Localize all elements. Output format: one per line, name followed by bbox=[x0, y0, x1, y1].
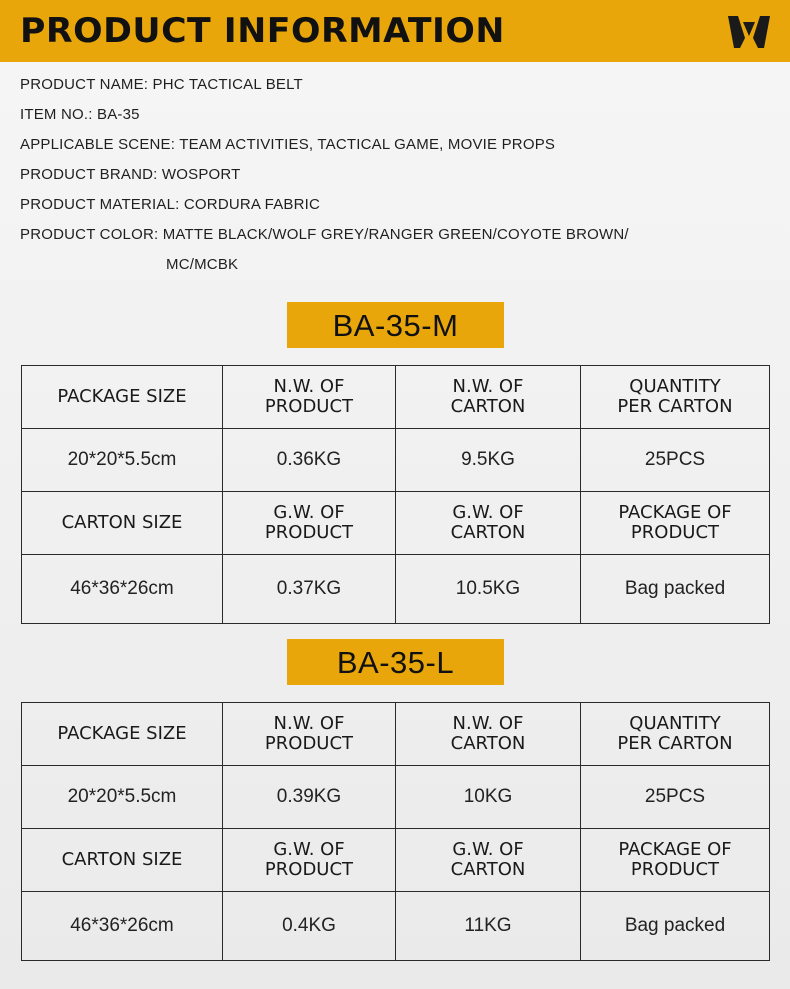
value-cell: 11KG bbox=[396, 892, 581, 961]
header-cell bbox=[396, 366, 581, 429]
header-cell bbox=[396, 492, 581, 555]
table-row bbox=[22, 766, 770, 829]
value-cell: 25PCS bbox=[581, 766, 770, 829]
table-row bbox=[22, 366, 770, 429]
header-cell: PACKAGE SIZE bbox=[22, 703, 223, 766]
header-cell-label: G.W. OF CARTON bbox=[450, 502, 526, 543]
header-cell-label: QUANTITY PER CARTON bbox=[617, 376, 733, 417]
product-color-line: PRODUCT COLOR: MATTE BLACK/WOLF GREY/RANGER GREEN/COYOTE BROWN/ bbox=[20, 226, 629, 243]
header-cell-label: PACKAGE OF PRODUCT bbox=[618, 502, 732, 543]
header-cell bbox=[581, 829, 770, 892]
product-name-line: PRODUCT NAME: PHC TACTICAL BELT bbox=[20, 76, 303, 93]
applicable-scene-line: APPLICABLE SCENE: TEAM ACTIVITIES, TACTICAL GAME, MOVIE PROPS bbox=[20, 136, 556, 153]
header-cell bbox=[396, 829, 581, 892]
header-cell-label: PACKAGE OF PRODUCT bbox=[618, 839, 732, 880]
header-cell: PACKAGE SIZE bbox=[22, 366, 223, 429]
header-cell: CARTON SIZE bbox=[22, 492, 223, 555]
header-cell-label: N.W. OF CARTON bbox=[450, 376, 526, 417]
table-row bbox=[22, 703, 770, 766]
item-number-line: ITEM NO.: BA-35 bbox=[20, 106, 140, 123]
header-cell bbox=[223, 492, 396, 555]
header-cell bbox=[581, 703, 770, 766]
header-cell-label: N.W. OF CARTON bbox=[450, 713, 526, 754]
header-cell-label: G.W. OF CARTON bbox=[450, 839, 526, 880]
value-cell: 10KG bbox=[396, 766, 581, 829]
value-cell: Bag packed bbox=[581, 892, 770, 961]
header-cell bbox=[223, 366, 396, 429]
header-cell: CARTON SIZE bbox=[22, 829, 223, 892]
product-brand-line: PRODUCT BRAND: WOSPORT bbox=[20, 166, 241, 183]
product-color-line-continued: MC/MCBK bbox=[166, 256, 239, 273]
header-cell-label: G.W. OF PRODUCT bbox=[264, 502, 354, 543]
table-row bbox=[22, 555, 770, 624]
header-cell bbox=[581, 492, 770, 555]
value-cell: 0.4KG bbox=[223, 892, 396, 961]
header-cell-label: N.W. OF PRODUCT bbox=[264, 376, 354, 417]
header-cell-label: N.W. OF PRODUCT bbox=[264, 713, 354, 754]
table-row bbox=[22, 892, 770, 961]
model-tag-l: BA-35-L bbox=[287, 639, 504, 685]
header-banner bbox=[0, 0, 790, 62]
value-cell: 25PCS bbox=[581, 429, 770, 492]
header-cell bbox=[396, 703, 581, 766]
table-row bbox=[22, 429, 770, 492]
value-cell: 46*36*26cm bbox=[22, 555, 223, 624]
value-cell: 9.5KG bbox=[396, 429, 581, 492]
value-cell: 20*20*5.5cm bbox=[22, 766, 223, 829]
w-logo-icon bbox=[726, 12, 772, 52]
page-title: PRODUCT INFORMATION bbox=[20, 11, 505, 51]
value-cell: 0.36KG bbox=[223, 429, 396, 492]
value-cell: 10.5KG bbox=[396, 555, 581, 624]
spec-table-m bbox=[21, 365, 770, 624]
product-info-list bbox=[20, 70, 760, 280]
value-cell: 0.37KG bbox=[223, 555, 396, 624]
table-row bbox=[22, 492, 770, 555]
value-cell: Bag packed bbox=[581, 555, 770, 624]
spec-table-l bbox=[21, 702, 770, 961]
value-cell: 46*36*26cm bbox=[22, 892, 223, 961]
header-cell bbox=[581, 366, 770, 429]
header-cell bbox=[223, 703, 396, 766]
value-cell: 20*20*5.5cm bbox=[22, 429, 223, 492]
table-row bbox=[22, 829, 770, 892]
header-cell bbox=[223, 829, 396, 892]
header-cell-label: QUANTITY PER CARTON bbox=[617, 713, 733, 754]
value-cell: 0.39KG bbox=[223, 766, 396, 829]
header-cell-label: G.W. OF PRODUCT bbox=[264, 839, 354, 880]
product-material-line: PRODUCT MATERIAL: CORDURA FABRIC bbox=[20, 196, 321, 213]
model-tag-m: BA-35-M bbox=[287, 302, 504, 348]
